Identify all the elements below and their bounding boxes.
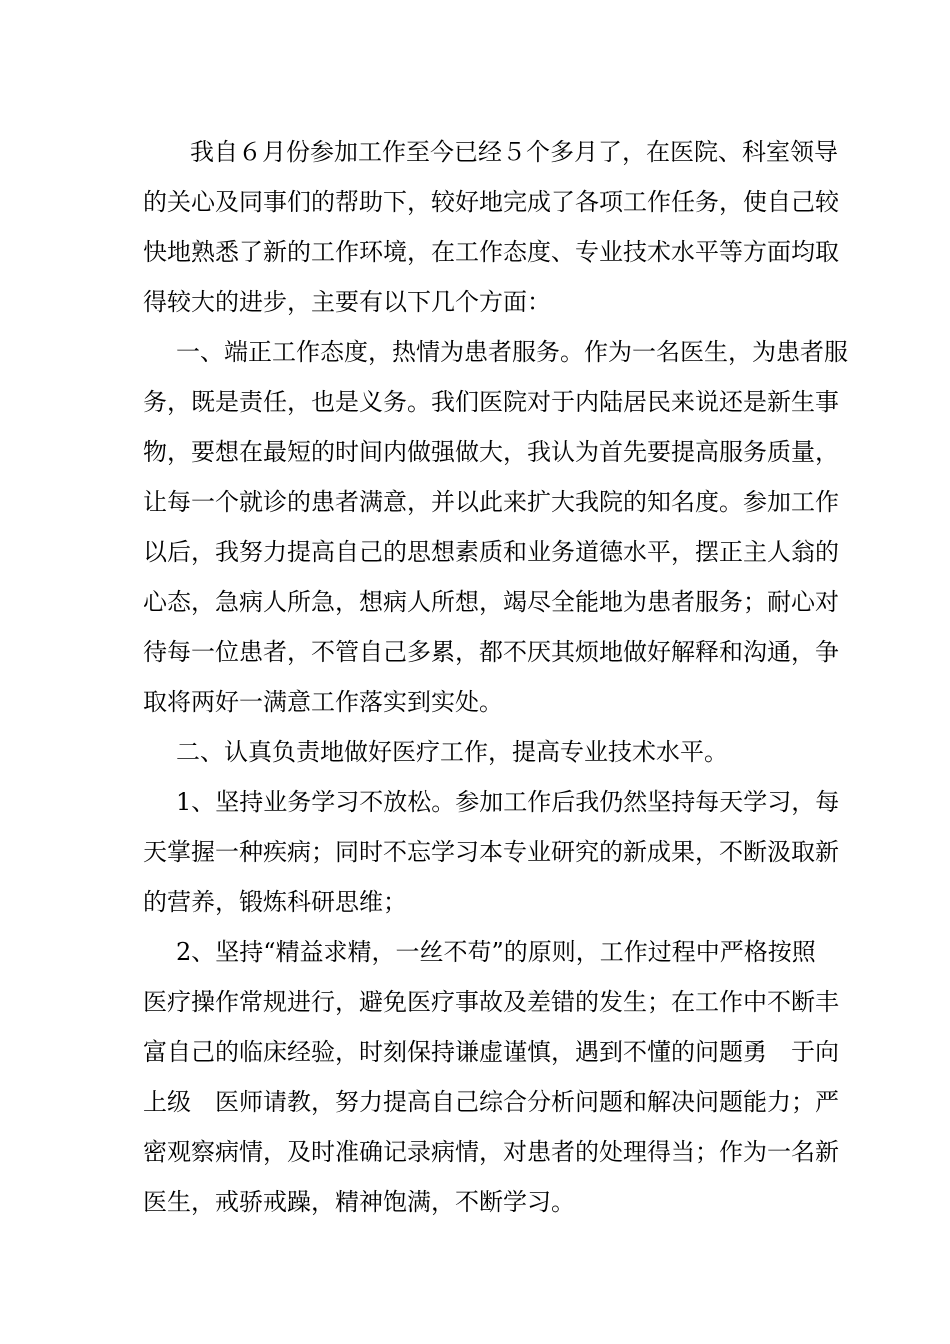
paragraph-4-line-4: 上级 医师请教，努力提高自己综合分析问题和解决问题能力；严 — [143, 1088, 839, 1116]
paragraph-3-line-2: 天掌握一种疾病；同时不忘学习本专业研究的新成果，不断汲取新 — [143, 838, 839, 866]
paragraph-1-line-3: 快地熟悉了新的工作环境，在工作态度、专业技术水平等方面均取 — [143, 238, 839, 266]
paragraph-2-line-7: 待每一位患者，不管自己多累，都不厌其烦地做好解释和沟通，争 — [143, 638, 839, 666]
paragraph-4-line-1: 2、坚持“精益求精，一丝不苟”的原则，工作过程中严格按照 — [176, 938, 816, 966]
paragraph-1-line-1: 我自６月份参加工作至今已经５个多月了，在医院、科室领导 — [190, 138, 838, 166]
paragraph-2-line-3: 物，要想在最短的时间内做强做大，我认为首先要提高服务质量， — [143, 438, 839, 466]
paragraph-2-line-2: 务，既是责任，也是义务。我们医院对于内陆居民来说还是新生事 — [143, 388, 839, 416]
paragraph-4-line-6: 医生，戒骄戒躁，精神饱满，不断学习。 — [143, 1188, 575, 1216]
paragraph-4-line-5: 密观察病情，及时准确记录病情，对患者的处理得当；作为一名新 — [143, 1138, 839, 1166]
paragraph-3-line-3: 的营养，锻炼科研思维； — [143, 888, 407, 916]
paragraph-4-line-2: 医疗操作常规进行，避免医疗事故及差错的发生；在工作中不断丰 — [143, 988, 839, 1016]
paragraph-2-line-8: 取将两好一满意工作落实到实处。 — [143, 688, 503, 716]
paragraph-2-line-4: 让每一个就诊的患者满意，并以此来扩大我院的知名度。参加工作 — [143, 488, 839, 516]
paragraph-3-line-1: 1、坚持业务学习不放松。参加工作后我仍然坚持每天学习，每 — [176, 788, 840, 816]
paragraph-2-line-6: 心态，急病人所急，想病人所想，竭尽全能地为患者服务；耐心对 — [143, 588, 839, 616]
paragraph-2-line-5: 以后，我努力提高自己的思想素质和业务道德水平，摆正主人翁的 — [143, 538, 839, 566]
paragraph-1-line-4: 得较大的进步，主要有以下几个方面： — [143, 288, 551, 316]
paragraph-1-line-2: 的关心及同事们的帮助下，较好地完成了各项工作任务，使自己较 — [143, 188, 839, 216]
section-heading-2: 二、认真负责地做好医疗工作，提高专业技术水平。 — [176, 738, 728, 766]
paragraph-2-line-1: 一、端正工作态度，热情为患者服务。作为一名医生，为患者服 — [176, 338, 848, 366]
paragraph-4-line-3: 富自己的临床经验，时刻保持谦虚谨慎，遇到不懂的问题勇 于向 — [143, 1038, 839, 1066]
